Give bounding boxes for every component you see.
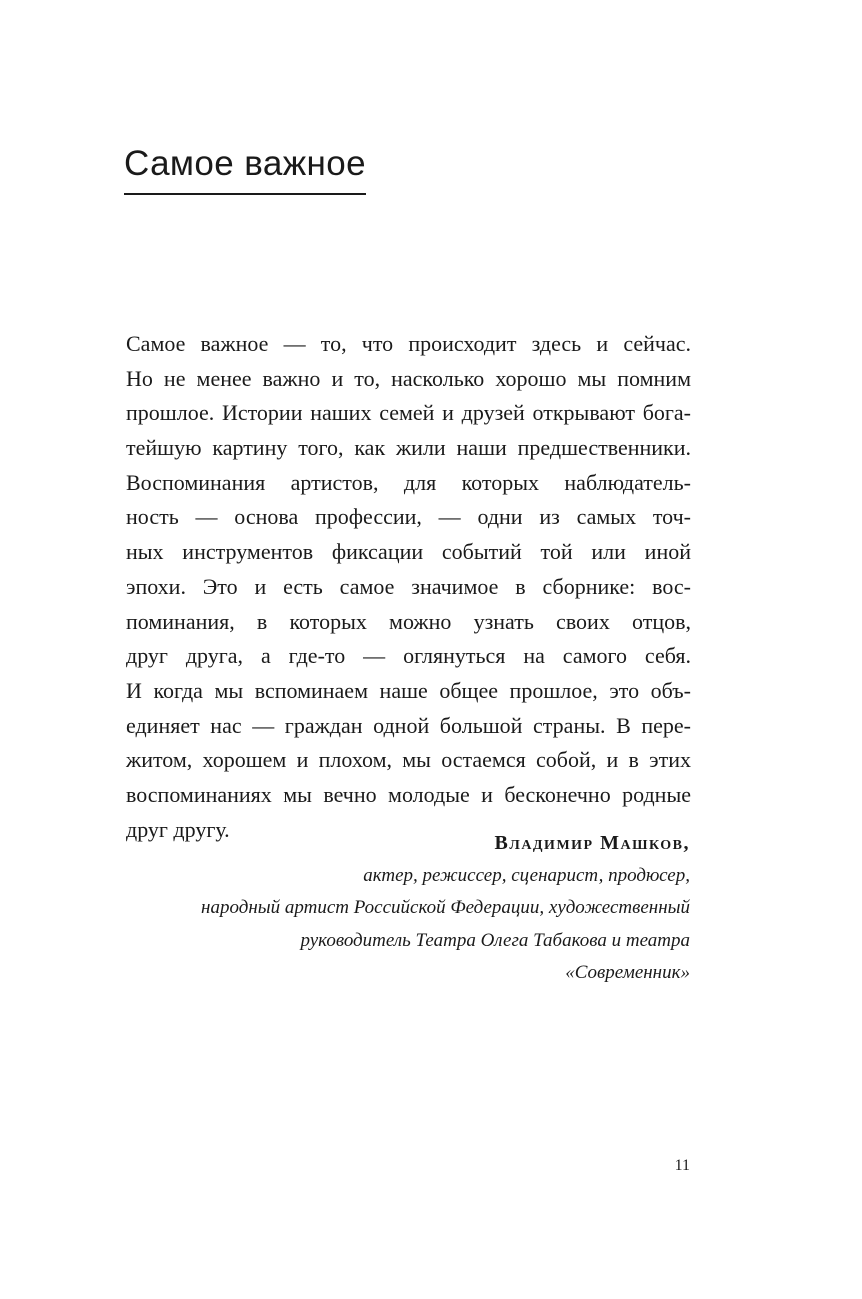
author-role-line: руководитель Театра Олега Табакова и театра [300,929,690,951]
body-line: И когда мы вспоминаем наше общее прошлое, это объ- [126,677,691,703]
page-number: 11 [674,1157,690,1174]
body-paragraph [126,327,691,847]
author-role-line: народный артист Российской Федерации, художественный [201,897,690,919]
author-role-line: «Современник» [565,961,690,983]
body-line: ных инструментов фиксации событий той или иной [126,539,691,565]
body-line: Воспоминания артистов, для которых наблюдатель- [126,469,691,495]
body-line: единяет нас — граждан одной большой страны. В пере- [126,712,691,738]
body-line: Самое важное — то, что происходит здесь и сейчас. [126,331,691,356]
body-line: прошлое. Истории наших семей и друзей открывают бога- [126,400,691,426]
body-line: воспоминаниях мы вечно молодые и бесконечно родные [126,781,691,807]
body-line: друг друга, а где-то — оглянуться на самого себя. [126,643,691,669]
body-line: эпохи. Это и есть самое значимое в сборнике: вос- [126,573,691,599]
author-name: Владимир Машков, [494,832,690,854]
body-line: житом, хорошем и плохом, мы остаемся собой, и в этих [126,747,691,773]
body-line: Но не менее важно и то, насколько хорошо мы помним [126,365,691,391]
author-role-line: актер, режиссер, сценарист, продюсер, [363,865,690,886]
author-signature [70,826,690,989]
body-line: поминания, в которых можно узнать своих отцов, [126,608,691,634]
body-line: ность — основа профессии, — одни из самых точ- [126,504,691,530]
body-line: тейшую картину того, как жили наши предшественники. [126,435,691,461]
body-line: друг другу. [126,816,230,842]
chapter-title: Самое важное [124,146,366,195]
